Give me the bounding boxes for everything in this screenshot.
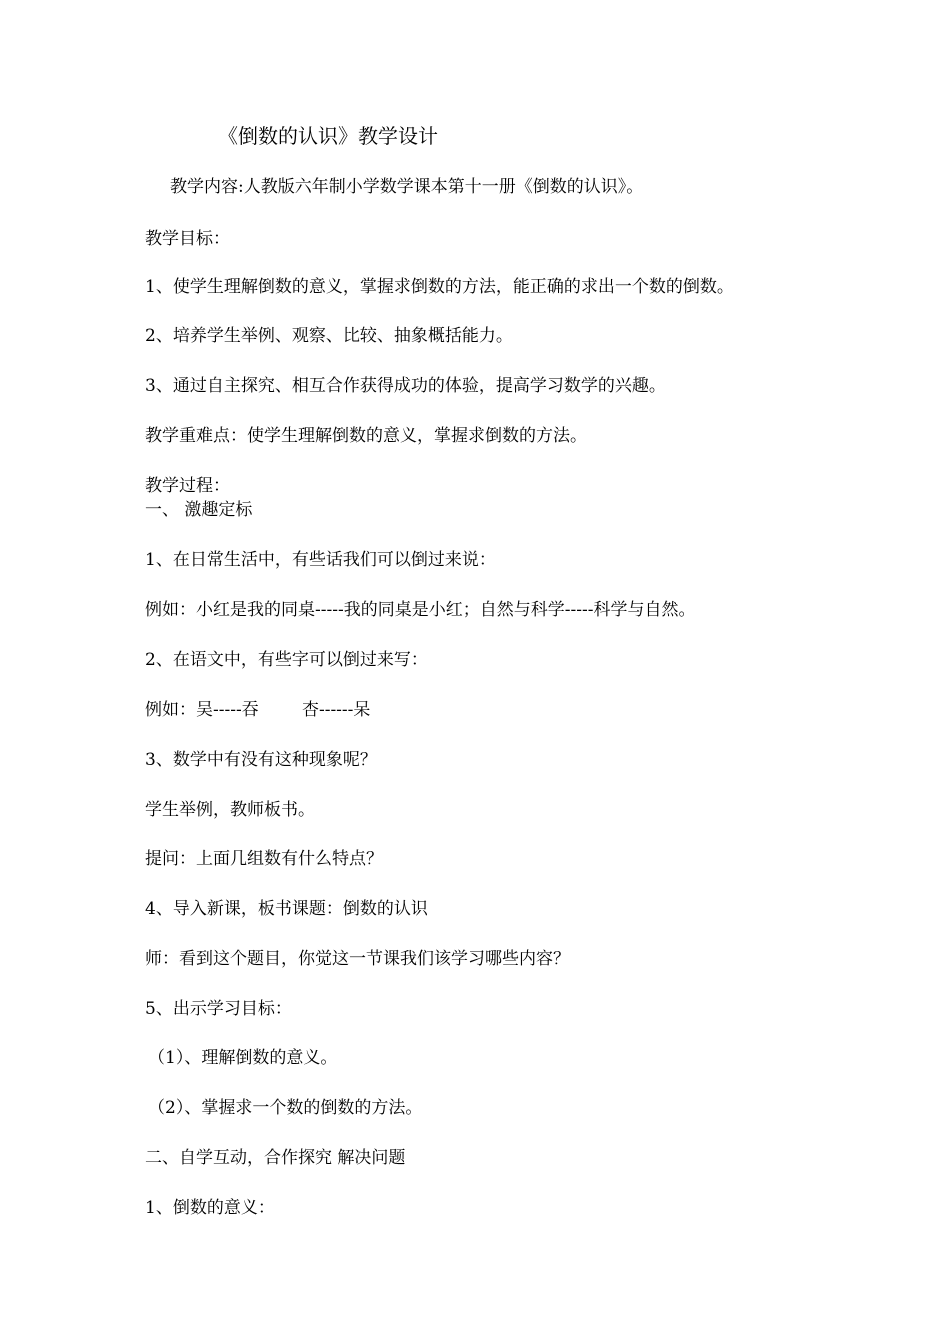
objective-3: 3、通过自主探究、相互合作获得成功的体验，提高学习数学的兴趣。: [145, 376, 666, 396]
objective-2: 2、培养学生举例、观察、比较、抽象概括能力。: [145, 326, 513, 346]
example-2: 例如：吴-----吞 杏------呆: [145, 700, 371, 720]
example-1: 例如：小红是我的同桌-----我的同桌是小红；自然与科学-----科学与自然。: [145, 600, 696, 620]
goal-2: （2）、掌握求一个数的倒数的方法。: [148, 1098, 423, 1118]
section-2-heading: 二、自学互动，合作探究 解决问题: [145, 1148, 406, 1168]
key-difficulties-line: 教学重难点：使学生理解倒数的意义，掌握求倒数的方法。: [145, 426, 587, 446]
process-heading: 教学过程：: [145, 476, 230, 496]
student-examples-line: 学生举例，教师板书。: [145, 800, 315, 820]
objective-1: 1、使学生理解倒数的意义，掌握求倒数的方法，能正确的求出一个数的倒数。: [145, 277, 734, 297]
step-3: 3、数学中有没有这种现象呢？: [145, 750, 377, 770]
objectives-heading: 教学目标：: [145, 229, 230, 249]
section-1-heading: 一、 激趣定标: [145, 500, 253, 520]
teaching-content-line: 教学内容:人教版六年制小学数学课本第十一册《倒数的认识》。: [170, 177, 644, 197]
step-5: 5、出示学习目标：: [145, 999, 292, 1019]
reciprocal-meaning-heading: 1、倒数的意义：: [145, 1198, 275, 1218]
step-4: 4、导入新课，板书课题：倒数的认识: [145, 899, 428, 919]
step-1: 1、在日常生活中，有些话我们可以倒过来说：: [145, 550, 496, 570]
teacher-question-line: 师：看到这个题目，你觉这一节课我们该学习哪些内容？: [145, 949, 570, 969]
question-line: 提问：上面几组数有什么特点？: [145, 849, 383, 869]
step-2: 2、在语文中，有些字可以倒过来写：: [145, 650, 428, 670]
goal-1: （1）、理解倒数的意义。: [148, 1048, 338, 1068]
document-title: 《倒数的认识》教学设计: [218, 124, 438, 148]
